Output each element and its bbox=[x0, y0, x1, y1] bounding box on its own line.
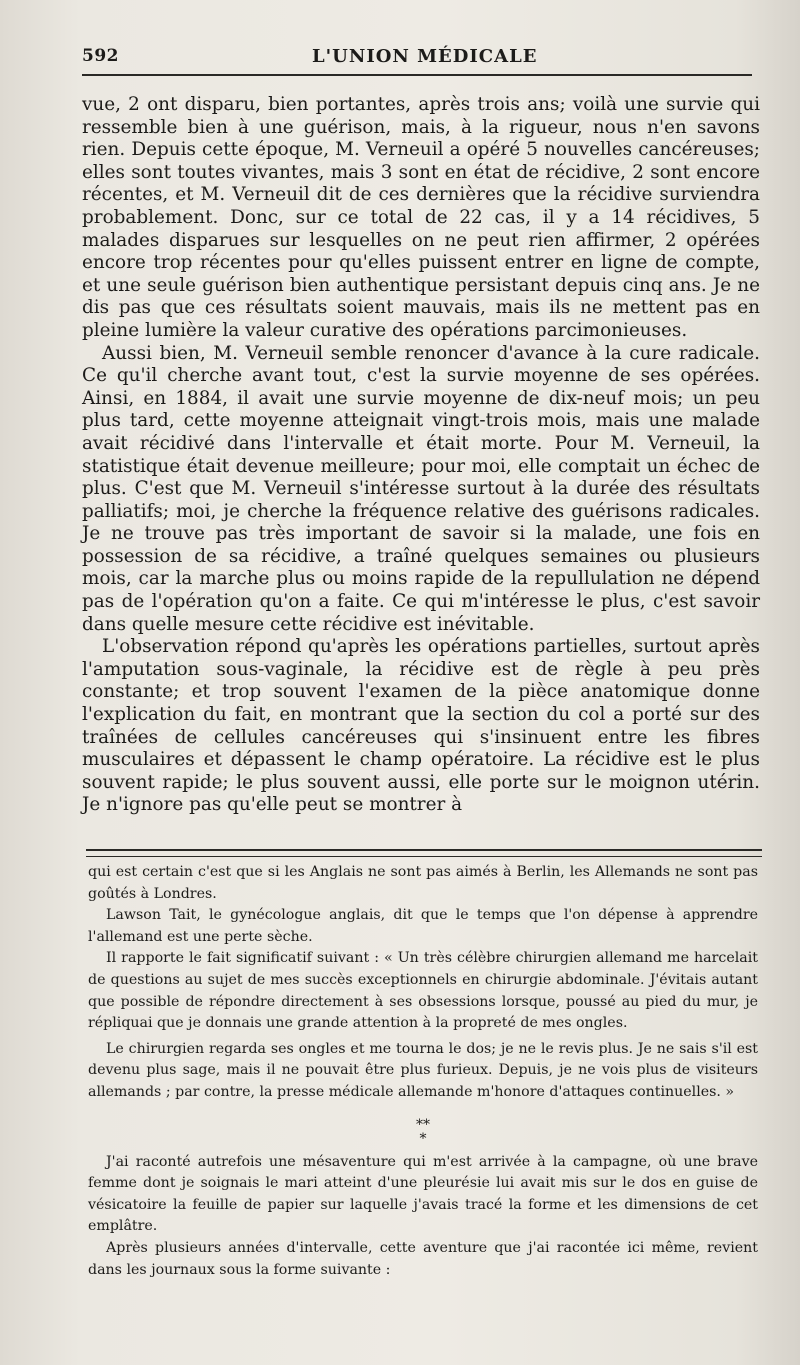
footnote-rule bbox=[86, 849, 762, 857]
body-paragraph: vue, 2 ont disparu, bien portantes, après trois ans; voilà une survie qui ressemble bien à une guérison, mais, à la rigueur, nous n'en savons rien. Depuis cette époque, M. Verneuil a opéré 5 nouvelles cancéreuses; elles sont toutes vivantes, mais 3 sont en état de récidive, 2 sont encore récentes, et M. Verneuil dit de ces dernières que la récidive surviendra probablement. Donc, sur ce total de 22 cas, il y a 14 récidives, 5 malades disparues sur lesquelles on ne peut rien affirmer, 2 opérées encore trop récentes pour qu'elles puissent entrer en ligne de compte, et une seule guérison bien authentique persistant depuis cinq ans. Je ne dis pas que ces résultats soient mauvais, mais ils ne mettent pas en pleine lumière la valeur curative des opérations parcimonieuses. bbox=[82, 94, 760, 341]
header-rule bbox=[82, 74, 752, 76]
footnote-paragraph: J'ai raconté autrefois une mésaventure qui m'est arrivée à la campagne, où une brave femme dont je soignais le mari atteint d'une pleurésie lui avait mis sur le dos en guise de vésicatoire la feuille de papier sur laquelle j'avais tracé la forme et les dimensions de cet emplâtre. bbox=[88, 1153, 758, 1235]
footnotes bbox=[88, 862, 758, 1281]
footnote-paragraph: Après plusieurs années d'intervalle, cette aventure que j'ai racontée ici même, revient dans les journaux sous la forme suivante : bbox=[88, 1239, 758, 1278]
footnote-paragraph: Le chirurgien regarda ses ongles et me tourna le dos; je ne le revis plus. Je ne sais s'il est devenu plus sage, mais il ne pouvait être plus furieux. Depuis, je ne vois plus de visiteurs allemands ; par contre, la presse médicale allemande m'honore d'attaques continuelles. » bbox=[88, 1040, 758, 1100]
footnote-paragraph: Il rapporte le fait significatif suivant : « Un très célèbre chirurgien allemand me harcelait de questions au sujet de mes succès exceptionnels en chirurgie abdominale. J'évitais autant que possible de répondre directement à ses obsessions lorsque, poussé au pied du mur, je répliquai que je donnais une grande attention à la propreté de mes ongles. bbox=[88, 950, 758, 1032]
body-paragraph: L'observation répond qu'après les opérations partielles, surtout après l'amputation sous-vaginale, la récidive est de règle à peu près constante; et trop souvent l'examen de la pièce anatomique donne l'explication du fait, en montrant que la section du col a porté sur des traînées de cellules cancéreuses qui s'insinuent entre les fibres musculaires et dépassent le champ opératoire. La récidive est le plus souvent rapide; le plus souvent aussi, elle porte sur le moignon utérin. Je n'ignore pas qu'elle peut se montrer à bbox=[82, 636, 760, 816]
footnote-paragraph: qui est certain c'est que si les Anglais ne sont pas aimés à Berlin, les Allemands ne sont pas goûtés à Londres. bbox=[88, 864, 758, 902]
footnote-paragraph: Lawson Tait, le gynécologue anglais, dit que le temps que l'on dépense à apprendre l'allemand est une perte sèche. bbox=[88, 907, 758, 945]
running-head bbox=[82, 46, 750, 70]
asterism-separator: ** * bbox=[416, 1116, 430, 1147]
body-paragraph: Aussi bien, M. Verneuil semble renoncer d'avance à la cure radicale. Ce qu'il cherche avant tout, c'est la survie moyenne de ses opérées. Ainsi, en 1884, il avait une survie moyenne de dix-neuf mois; un peu plus tard, cette moyenne atteignait vingt-trois mois, mais une malade avait récidivé dans l'intervalle et était morte. Pour M. Verneuil, la statistique était devenue meilleure; pour moi, elle comptait un échec de plus. C'est que M. Verneuil s'intéresse surtout à la durée des résultats palliatifs; moi, je cherche la fréquence relative des guérisons radicales. Je ne trouve pas très important de savoir si la malade, une fois en possession de sa récidive, a traîné quelques semaines ou plusieurs mois, car la marche plus ou moins rapide de la repullulation ne dépend pas de l'opération qu'on a faite. Ce qui m'intéresse le plus, c'est savoir dans quelle mesure cette récidive est inévitable. bbox=[82, 342, 760, 635]
page-number: 592 bbox=[82, 46, 119, 66]
main-text bbox=[82, 94, 760, 817]
journal-title: L'UNION MÉDICALE bbox=[312, 46, 538, 67]
